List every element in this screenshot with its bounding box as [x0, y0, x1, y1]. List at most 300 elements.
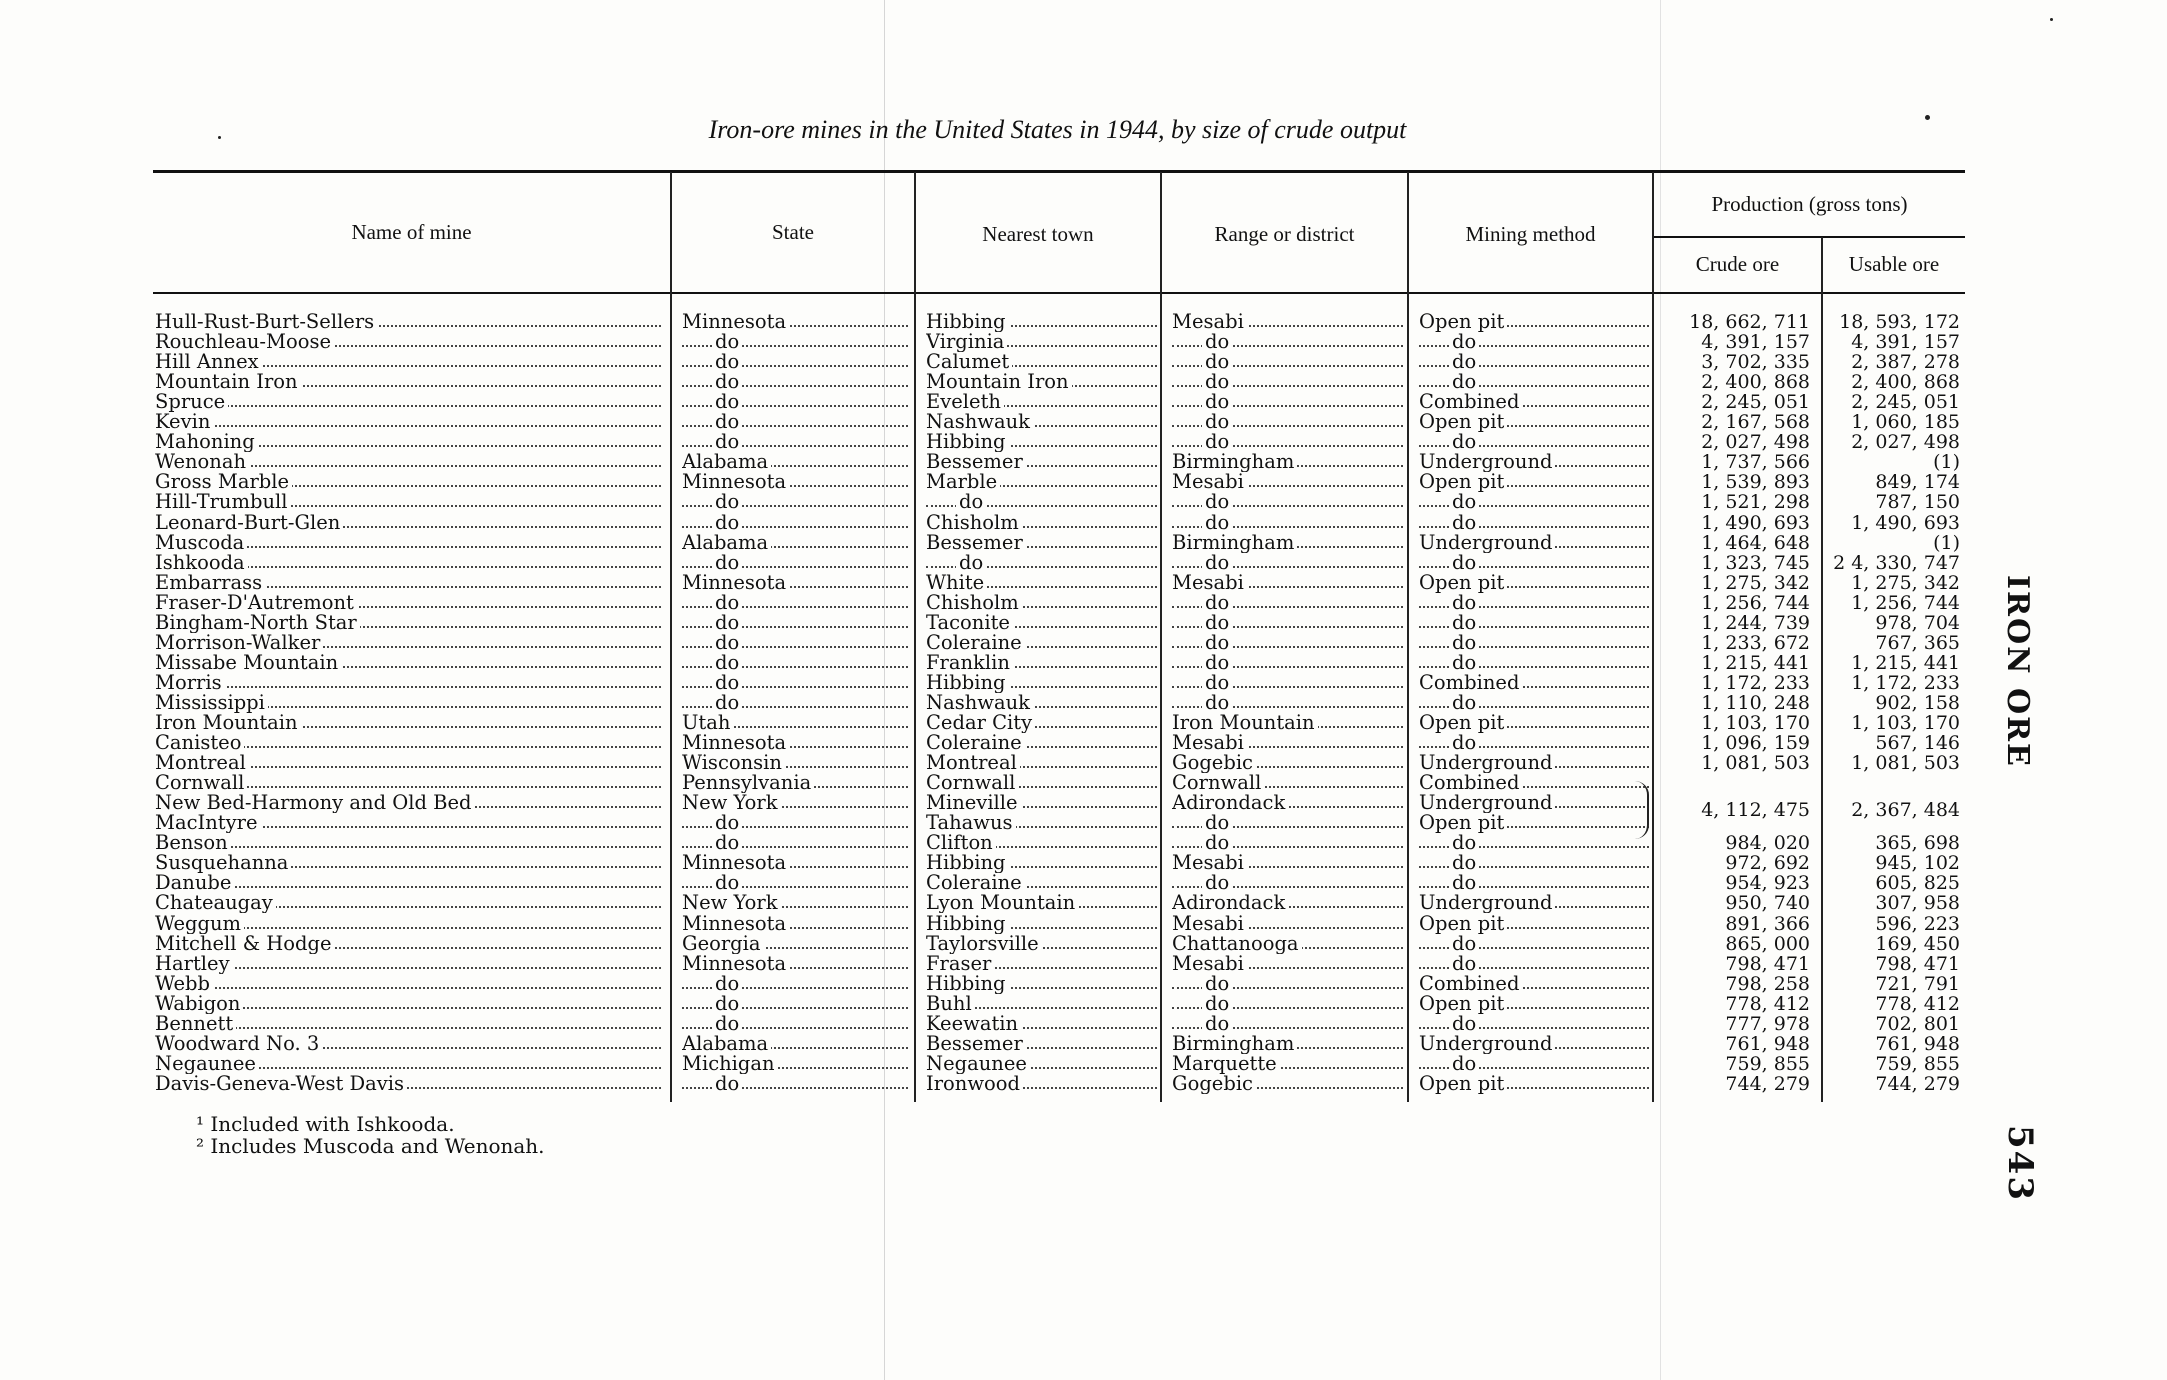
running-head: IRON ORE	[2000, 575, 2035, 768]
town-cell	[926, 673, 1161, 693]
town-text: Coleraine	[926, 733, 1025, 753]
method-text: Underground	[1419, 533, 1555, 553]
town-cell	[926, 352, 1161, 372]
name-cell	[155, 513, 665, 533]
method-text: do	[1449, 873, 1479, 893]
name-text: Hull-Rust-Burt-Sellers	[155, 312, 377, 332]
name-text: Morris	[155, 673, 225, 693]
town-cell	[926, 573, 1161, 593]
state-cell	[682, 452, 912, 472]
method-cell	[1419, 673, 1653, 693]
usable-ore-value: 18, 593, 172	[1839, 311, 1960, 333]
method-cell	[1419, 412, 1653, 432]
town-text: Nashwauk	[926, 412, 1033, 432]
method-cell	[1419, 573, 1653, 593]
town-text: Marble	[926, 472, 1000, 492]
dot-leader	[155, 686, 661, 688]
state-cell	[682, 533, 912, 553]
name-text: Rouchleau-Moose	[155, 332, 334, 352]
state-text: Michigan	[682, 1054, 778, 1074]
range-text: Mesabi	[1172, 853, 1247, 873]
state-cell	[682, 332, 912, 352]
name-text: Ishkooda	[155, 553, 248, 573]
usable-ore-value: 2 4, 330, 747	[1833, 551, 1960, 574]
name-text: Mahoning	[155, 432, 258, 452]
town-text: Bessemer	[926, 533, 1026, 553]
range-text: Gogebic	[1172, 753, 1256, 773]
state-cell	[682, 352, 912, 372]
method-cell	[1419, 974, 1653, 994]
method-text: Underground	[1419, 793, 1555, 813]
usable-ore-value: 1, 081, 503	[1851, 752, 1960, 775]
state-text: Alabama	[682, 1034, 771, 1054]
crude-ore-value: 798, 471	[1725, 952, 1810, 975]
name-text: Susquehanna	[155, 853, 291, 873]
crude-ore-value: 744, 279	[1725, 1072, 1810, 1095]
name-cell	[155, 1074, 665, 1094]
town-text: Cedar City	[926, 713, 1035, 733]
range-cell	[1172, 813, 1407, 833]
range-text: do	[1202, 633, 1232, 653]
method-text: do	[1449, 1054, 1479, 1074]
table-row	[153, 573, 1965, 593]
town-cell	[926, 733, 1161, 753]
range-text: do	[1202, 412, 1232, 432]
table-row	[153, 1074, 1965, 1094]
method-text: Combined	[1419, 673, 1522, 693]
method-text: do	[1449, 492, 1479, 512]
merged-usable-value: 2, 367, 484	[1851, 799, 1960, 821]
method-cell	[1419, 533, 1653, 553]
state-cell	[682, 492, 912, 512]
state-cell	[682, 553, 912, 573]
name-cell	[155, 553, 665, 573]
town-cell	[926, 833, 1161, 853]
range-text: do	[1202, 432, 1232, 452]
range-cell	[1172, 1014, 1407, 1034]
name-text: Woodward No. 3	[155, 1034, 322, 1054]
table-row	[153, 392, 1965, 412]
range-cell	[1172, 1034, 1407, 1054]
state-text: Minnesota	[682, 472, 789, 492]
state-text: Georgia	[682, 934, 764, 954]
town-text: Hibbing	[926, 974, 1009, 994]
header-name-of-mine: Name of mine	[351, 220, 472, 244]
range-cell	[1172, 934, 1407, 954]
name-cell	[155, 793, 665, 813]
name-text: Kevin	[155, 412, 213, 432]
method-cell	[1419, 472, 1653, 492]
name-text: Cornwall	[155, 773, 247, 793]
town-text: Fraser	[926, 954, 994, 974]
state-cell	[682, 773, 912, 793]
range-text: do	[1202, 392, 1232, 412]
crude-ore-value: 1, 323, 745	[1701, 551, 1810, 574]
header-top-rule	[153, 170, 1965, 173]
town-text: Buhl	[926, 994, 975, 1014]
town-cell	[926, 1014, 1161, 1034]
crude-ore-value: 778, 412	[1725, 992, 1810, 1015]
town-cell	[926, 593, 1161, 613]
range-cell	[1172, 312, 1407, 332]
town-text: Hibbing	[926, 312, 1009, 332]
name-text: Gross Marble	[155, 472, 292, 492]
range-cell	[1172, 412, 1407, 432]
state-cell	[682, 813, 912, 833]
table-row	[153, 513, 1965, 533]
state-cell	[682, 934, 912, 954]
footnote-2: ² Includes Muscoda and Wenonah.	[196, 1134, 545, 1158]
method-cell	[1419, 312, 1653, 332]
town-cell	[926, 412, 1161, 432]
method-text: Combined	[1419, 974, 1522, 994]
table-row	[153, 893, 1965, 913]
crude-ore-value: 2, 167, 568	[1701, 411, 1810, 434]
method-cell	[1419, 1074, 1653, 1094]
town-text: Bessemer	[926, 452, 1026, 472]
range-text: Gogebic	[1172, 1074, 1256, 1094]
header-nearest-town: Nearest town	[982, 222, 1094, 246]
range-cell	[1172, 593, 1407, 613]
method-text: do	[1449, 553, 1479, 573]
town-cell	[926, 613, 1161, 633]
town-text: White	[926, 573, 987, 593]
town-cell	[926, 533, 1161, 553]
crude-ore-value: 1, 275, 342	[1701, 571, 1810, 594]
method-cell	[1419, 833, 1653, 853]
method-text: do	[1449, 633, 1479, 653]
range-text: Birmingham	[1172, 1034, 1297, 1054]
method-text: Open pit	[1419, 472, 1507, 492]
table-row	[153, 452, 1965, 472]
town-text: do	[956, 492, 986, 512]
crude-ore-value: 2, 027, 498	[1701, 431, 1810, 454]
name-cell	[155, 1054, 665, 1074]
state-cell	[682, 1054, 912, 1074]
state-text: do	[712, 412, 742, 432]
state-cell	[682, 392, 912, 412]
method-text: Underground	[1419, 893, 1555, 913]
range-cell	[1172, 994, 1407, 1014]
crude-ore-value: 865, 000	[1725, 932, 1810, 955]
range-cell	[1172, 653, 1407, 673]
name-text: Benson	[155, 833, 231, 853]
state-text: do	[712, 432, 742, 452]
state-cell	[682, 472, 912, 492]
method-text: Open pit	[1419, 914, 1507, 934]
method-cell	[1419, 392, 1653, 412]
range-cell	[1172, 1074, 1407, 1094]
range-cell	[1172, 452, 1407, 472]
state-text: do	[712, 1014, 742, 1034]
state-text: do	[712, 873, 742, 893]
method-cell	[1419, 332, 1653, 352]
method-cell	[1419, 753, 1653, 773]
crude-ore-value: 972, 692	[1725, 852, 1810, 875]
town-cell	[926, 653, 1161, 673]
method-cell	[1419, 633, 1653, 653]
name-cell	[155, 934, 665, 954]
name-cell	[155, 573, 665, 593]
crude-ore-value: 18, 662, 711	[1689, 311, 1810, 333]
range-text: Mesabi	[1172, 914, 1247, 934]
town-text: Hibbing	[926, 914, 1009, 934]
range-text: do	[1202, 1014, 1232, 1034]
table-row	[153, 553, 1965, 573]
town-cell	[926, 934, 1161, 954]
crude-ore-value: 1, 737, 566	[1701, 451, 1810, 474]
state-cell	[682, 1034, 912, 1054]
crude-ore-value: 1, 244, 739	[1701, 611, 1810, 634]
method-cell	[1419, 452, 1653, 472]
method-cell	[1419, 873, 1653, 893]
town-cell	[926, 954, 1161, 974]
table-row	[153, 633, 1965, 653]
state-cell	[682, 633, 912, 653]
crude-ore-value: 984, 020	[1725, 832, 1810, 855]
method-cell	[1419, 553, 1653, 573]
name-text: Mississippi	[155, 693, 268, 713]
crude-ore-value: 798, 258	[1725, 972, 1810, 995]
table-row	[153, 994, 1965, 1014]
state-cell	[682, 593, 912, 613]
state-cell	[682, 653, 912, 673]
name-cell	[155, 633, 665, 653]
town-text: Virginia	[926, 332, 1007, 352]
name-cell	[155, 693, 665, 713]
range-cell	[1172, 753, 1407, 773]
name-text: Mitchell & Hodge	[155, 934, 335, 954]
crude-ore-value: 950, 740	[1725, 892, 1810, 915]
range-cell	[1172, 372, 1407, 392]
name-text: Montreal	[155, 753, 249, 773]
state-text: Pennsylvania	[682, 773, 814, 793]
state-cell	[682, 693, 912, 713]
table-row	[153, 733, 1965, 753]
method-text: do	[1449, 733, 1479, 753]
town-cell	[926, 432, 1161, 452]
usable-ore-value: 1, 103, 170	[1851, 712, 1960, 734]
town-text: Hibbing	[926, 853, 1009, 873]
town-cell	[926, 773, 1161, 793]
method-cell	[1419, 713, 1653, 733]
state-cell	[682, 573, 912, 593]
range-text: Mesabi	[1172, 733, 1247, 753]
name-cell	[155, 994, 665, 1014]
state-text: Minnesota	[682, 914, 789, 934]
range-cell	[1172, 974, 1407, 994]
usable-ore-value: 1, 275, 342	[1851, 571, 1960, 594]
name-cell	[155, 432, 665, 452]
name-text: Morrison-Walker	[155, 633, 323, 653]
range-text: Cornwall	[1172, 773, 1264, 793]
header-production: Production (gross tons)	[1711, 192, 1908, 216]
range-cell	[1172, 914, 1407, 934]
name-cell	[155, 773, 665, 793]
town-cell	[926, 312, 1161, 332]
usable-ore-value: 2, 027, 498	[1851, 431, 1960, 454]
town-text: Taylorsville	[926, 934, 1042, 954]
method-cell	[1419, 1054, 1653, 1074]
method-text: do	[1449, 833, 1479, 853]
name-cell	[155, 833, 665, 853]
town-cell	[926, 713, 1161, 733]
merged-crude-value: 4, 112, 475	[1701, 799, 1810, 821]
range-cell	[1172, 392, 1407, 412]
town-cell	[926, 873, 1161, 893]
method-text: Combined	[1419, 392, 1522, 412]
range-cell	[1172, 853, 1407, 873]
table-row	[153, 372, 1965, 392]
name-cell	[155, 1014, 665, 1034]
town-cell	[926, 332, 1161, 352]
range-text: do	[1202, 673, 1232, 693]
method-cell	[1419, 853, 1653, 873]
crude-ore-value: 2, 400, 868	[1701, 371, 1810, 394]
dot-leader	[155, 405, 661, 407]
state-text: do	[712, 833, 742, 853]
table-row	[153, 713, 1965, 733]
name-cell	[155, 673, 665, 693]
town-cell	[926, 553, 1161, 573]
method-text: do	[1449, 613, 1479, 633]
state-cell	[682, 873, 912, 893]
method-text: do	[1449, 954, 1479, 974]
crude-ore-value: 1, 256, 744	[1701, 591, 1810, 614]
usable-ore-value: 902, 158	[1875, 691, 1960, 714]
name-text: Missabe Mountain	[155, 653, 341, 673]
table-row	[153, 954, 1965, 974]
name-text: Leonard-Burt-Glen	[155, 513, 343, 533]
table-row	[153, 593, 1965, 613]
range-cell	[1172, 573, 1407, 593]
name-cell	[155, 372, 665, 392]
state-cell	[682, 673, 912, 693]
range-cell	[1172, 613, 1407, 633]
table-row	[153, 693, 1965, 713]
state-text: do	[712, 392, 742, 412]
state-cell	[682, 954, 912, 974]
header-state: State	[772, 220, 814, 244]
name-cell	[155, 472, 665, 492]
state-text: do	[712, 693, 742, 713]
range-cell	[1172, 492, 1407, 512]
method-text: do	[1449, 693, 1479, 713]
state-cell	[682, 412, 912, 432]
method-text: do	[1449, 352, 1479, 372]
state-text: do	[712, 352, 742, 372]
town-text: Taconite	[926, 613, 1013, 633]
method-text: do	[1449, 934, 1479, 954]
range-cell	[1172, 693, 1407, 713]
table-row	[153, 432, 1965, 452]
method-text: Underground	[1419, 1034, 1555, 1054]
state-text: do	[712, 673, 742, 693]
method-text: do	[1449, 653, 1479, 673]
range-cell	[1172, 513, 1407, 533]
name-text: Chateaugay	[155, 893, 276, 913]
name-cell	[155, 893, 665, 913]
range-text: do	[1202, 492, 1232, 512]
range-text: Mesabi	[1172, 954, 1247, 974]
range-cell	[1172, 733, 1407, 753]
usable-ore-value: 1, 215, 441	[1851, 651, 1960, 674]
name-cell	[155, 312, 665, 332]
table-row	[153, 753, 1965, 773]
state-text: do	[712, 372, 742, 392]
name-text: Wabigon	[155, 994, 243, 1014]
town-text: Franklin	[926, 653, 1013, 673]
name-cell	[155, 813, 665, 833]
crude-ore-value: 1, 110, 248	[1701, 691, 1810, 714]
crude-ore-value: 759, 855	[1725, 1052, 1810, 1075]
town-cell	[926, 813, 1161, 833]
method-cell	[1419, 893, 1653, 913]
ink-speck	[2050, 18, 2053, 21]
crude-ore-value: 1, 490, 693	[1701, 511, 1810, 534]
grouping-brace	[1635, 781, 1649, 839]
town-text: Hibbing	[926, 673, 1009, 693]
method-text: Combined	[1419, 773, 1522, 793]
town-text: Chisholm	[926, 593, 1022, 613]
state-text: Minnesota	[682, 573, 789, 593]
name-text: Mountain Iron	[155, 372, 301, 392]
name-cell	[155, 452, 665, 472]
crude-ore-value: 1, 215, 441	[1701, 651, 1810, 674]
state-text: do	[712, 492, 742, 512]
name-text: Fraser-D'Autremont	[155, 593, 357, 613]
table-row	[153, 312, 1965, 332]
range-text: do	[1202, 833, 1232, 853]
town-text: Montreal	[926, 753, 1020, 773]
town-text: Hibbing	[926, 432, 1009, 452]
town-cell	[926, 372, 1161, 392]
state-text: do	[712, 513, 742, 533]
range-text: do	[1202, 352, 1232, 372]
table-row	[153, 533, 1965, 553]
state-text: Wisconsin	[682, 753, 785, 773]
name-text: Canisteo	[155, 733, 244, 753]
name-cell	[155, 713, 665, 733]
table-title: Iron-ore mines in the United States in 1944, by size of crude output	[708, 115, 1407, 144]
table-row	[153, 873, 1965, 893]
range-text: do	[1202, 513, 1232, 533]
range-text: do	[1202, 994, 1232, 1014]
usable-ore-value: 2, 245, 051	[1851, 391, 1960, 414]
state-text: Utah	[682, 713, 733, 733]
town-cell	[926, 1034, 1161, 1054]
usable-ore-value: 761, 948	[1875, 1032, 1960, 1055]
method-text: Open pit	[1419, 813, 1507, 833]
town-text: Mineville	[926, 793, 1021, 813]
dot-leader	[155, 425, 661, 427]
method-cell	[1419, 773, 1653, 793]
crude-ore-value: 2, 245, 051	[1701, 391, 1810, 414]
state-text: Minnesota	[682, 312, 789, 332]
state-text: New York	[682, 793, 781, 813]
table-row	[153, 853, 1965, 873]
usable-ore-value: (1)	[1933, 451, 1960, 474]
table-row	[153, 773, 1965, 793]
town-cell	[926, 853, 1161, 873]
range-cell	[1172, 633, 1407, 653]
method-text: Open pit	[1419, 994, 1507, 1014]
method-cell	[1419, 492, 1653, 512]
state-text: Minnesota	[682, 733, 789, 753]
range-cell	[1172, 332, 1407, 352]
town-text: Lyon Mountain	[926, 893, 1078, 913]
range-text: do	[1202, 693, 1232, 713]
